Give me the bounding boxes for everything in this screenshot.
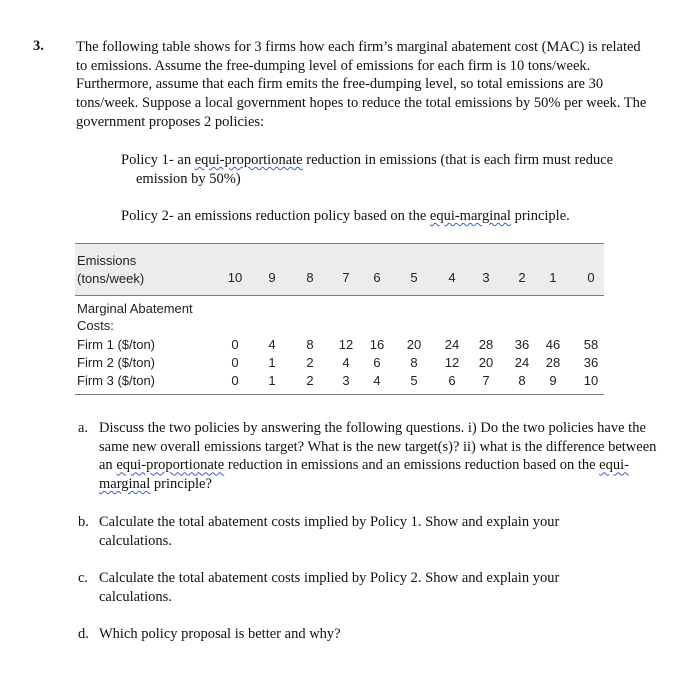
policy-1-suffix: reduction in emissions (that is each firm must reduce — [302, 152, 614, 168]
firm-3-mac-cell: 4 — [373, 373, 381, 388]
emissions-cell: 5 — [410, 270, 418, 285]
spellcheck-term-equi-proportionate-a: equi-proportionate — [116, 457, 225, 474]
emissions-units-label: (tons/week) — [77, 271, 145, 286]
firm-3-label: Firm 3 ($/ton) — [77, 373, 156, 388]
firm-1-mac-cell: 46 — [545, 337, 561, 352]
emissions-cell: 8 — [306, 270, 314, 285]
firm-1-mac-cell: 36 — [514, 337, 530, 352]
subquestion-c-text: Calculate the total abatement costs implied by Policy 2. Show and explain your calculations. — [99, 570, 560, 605]
mac-label: Marginal Abatement — [77, 301, 193, 316]
emissions-cell: 9 — [268, 270, 276, 285]
emissions-cell: 0 — [587, 270, 595, 285]
firm-1-mac-cell: 12 — [338, 337, 354, 352]
spellcheck-term-equi-marginal: equi-marginal — [429, 208, 511, 224]
firm-3-mac-cell: 9 — [549, 373, 557, 388]
firm-1-label: Firm 1 ($/ton) — [77, 337, 156, 352]
subquestion-b-text: Calculate the total abatement costs implied by Policy 1. Show and explain your calculations. — [99, 514, 560, 549]
firm-3-mac-cell: 5 — [410, 373, 418, 388]
firm-3-mac-cell: 1 — [268, 373, 276, 388]
emissions-cell: 1 — [549, 270, 557, 285]
emissions-cell: 6 — [373, 270, 381, 285]
policy-2-suffix: principle. — [510, 208, 570, 224]
firm-2-mac-cell: 20 — [478, 355, 494, 370]
firm-2-mac-cell: 36 — [583, 355, 599, 370]
subquestion-d-text: Which policy proposal is better and why? — [99, 626, 341, 642]
spellcheck-term-equi-proportionate: equi-proportionate — [194, 152, 303, 168]
question-number: 3. — [33, 38, 44, 54]
mac-costs-label: Costs: — [77, 318, 114, 333]
subquestion-a-text-2: reduction in emissions and an emissions reduction based on the — [224, 457, 600, 474]
firm-3-mac-cell: 6 — [448, 373, 456, 388]
subquestion-d-letter: d. — [78, 626, 89, 642]
emissions-label: Emissions — [77, 253, 137, 268]
firm-3-mac-cell: 2 — [306, 373, 314, 388]
firm-1-mac-cell: 20 — [406, 337, 422, 352]
firm-1-mac-cell: 0 — [231, 337, 239, 352]
table-bottom-rule — [75, 394, 604, 395]
spellcheck-term-equi-marginal-a: equi-marginal — [99, 457, 629, 493]
firm-1-mac-cell: 28 — [478, 337, 494, 352]
emissions-cell: 2 — [518, 270, 526, 285]
firm-2-mac-cell: 0 — [231, 355, 239, 370]
subquestion-b-letter: b. — [78, 514, 89, 530]
firm-1-mac-cell: 4 — [268, 337, 276, 352]
emissions-cell: 10 — [227, 270, 243, 285]
firm-1-mac-cell: 24 — [444, 337, 460, 352]
emissions-cell: 3 — [482, 270, 490, 285]
policy-1-continuation: emission by 50%) — [136, 170, 241, 187]
firm-3-mac-cell: 7 — [482, 373, 490, 388]
firm-2-mac-cell: 1 — [268, 355, 276, 370]
emissions-cell: 7 — [342, 270, 350, 285]
firm-2-mac-cell: 8 — [410, 355, 418, 370]
firm-2-mac-cell: 6 — [373, 355, 381, 370]
firm-2-mac-cell: 4 — [342, 355, 350, 370]
firm-2-mac-cell: 2 — [306, 355, 314, 370]
firm-3-mac-cell: 3 — [342, 373, 350, 388]
subquestion-a-text — [99, 419, 659, 494]
firm-3-mac-cell: 10 — [583, 373, 599, 388]
emissions-cell: 4 — [448, 270, 456, 285]
subquestion-c-letter: c. — [78, 570, 89, 586]
mac-table — [75, 243, 604, 398]
firm-2-label: Firm 2 ($/ton) — [77, 355, 156, 370]
policy-1-line — [121, 151, 651, 170]
policy-1-prefix: Policy 1- an — [121, 152, 195, 168]
policy-2-prefix: Policy 2- an emissions reduction policy based on the — [121, 208, 430, 224]
firm-2-mac-cell: 12 — [444, 355, 460, 370]
firm-2-mac-cell: 24 — [514, 355, 530, 370]
policy-1 — [121, 151, 651, 188]
subquestion-a-text-3: principle? — [150, 476, 212, 493]
subquestion-a-letter: a. — [78, 420, 89, 436]
firm-1-mac-cell: 58 — [583, 337, 599, 352]
firm-1-mac-cell: 8 — [306, 337, 314, 352]
firm-3-mac-cell: 8 — [518, 373, 526, 388]
firm-2-mac-cell: 28 — [545, 355, 561, 370]
firm-1-mac-cell: 16 — [369, 337, 385, 352]
subquestion-a-text-1: Discuss the two policies by answering the following questions. i) Do the two policies have the same new overall emissions target? What is the new target(s)? ii) what is the difference between an — [99, 420, 657, 474]
policy-2 — [121, 207, 651, 226]
question-intro: The following table shows for 3 firms how each firm’s marginal abatement cost (MAC) is related to emissions. Assume the free-dumping level of emissions for each firm is 10 tons/week. Furthermore, assume that each firm emits the free-dumping level, so total emissions are 30 tons/week. Suppose a local government hopes to reduce the total emissions by 50% per week. The government proposes 2 policies: — [76, 39, 647, 130]
firm-3-mac-cell: 0 — [231, 373, 239, 388]
